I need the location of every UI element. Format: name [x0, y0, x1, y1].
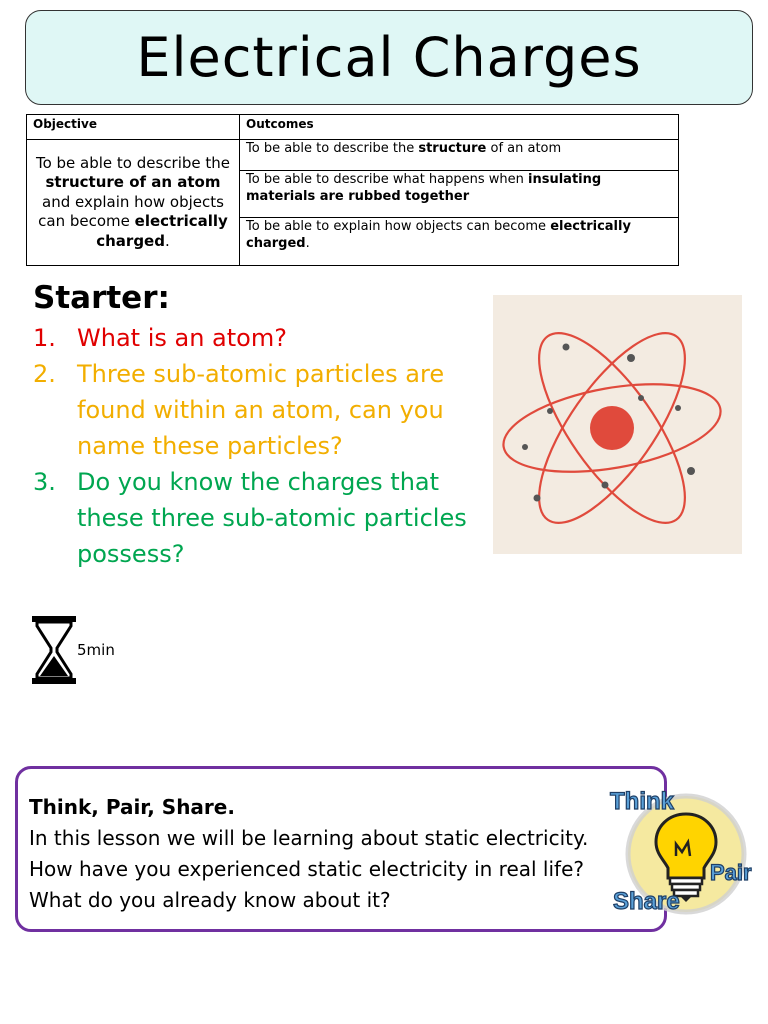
tps-line: What do you already know about it?: [29, 888, 391, 912]
tps-line: How have you experienced static electricity in real life?: [29, 857, 584, 881]
think-pair-share-logo: [606, 782, 764, 920]
table-row: [27, 140, 679, 171]
outcome-bold-text: structure: [418, 141, 487, 156]
page-title: Electrical Charges: [136, 26, 642, 89]
outcome-cell: [240, 218, 679, 266]
title-banner: [25, 10, 753, 105]
outcomes-header: Outcomes: [240, 115, 679, 140]
outcome-bold-text: insulating materials are rubbed together: [246, 172, 602, 204]
tps-heading: Think, Pair, Share.: [29, 795, 235, 819]
question-text: Three sub-atomic particles are found within an atom, can you name these particles?: [77, 360, 445, 460]
question-text: What is an atom?: [77, 324, 287, 352]
share-label: Share: [613, 888, 680, 915]
objective-cell: [27, 140, 240, 266]
pair-label: Pair: [710, 860, 752, 885]
outcome-cell: [240, 140, 679, 171]
outcome-cell: [240, 171, 679, 218]
outcome-text: To be able to describe the: [246, 141, 419, 156]
starter-heading: Starter:: [33, 280, 170, 316]
outcome-text: To be able to explain how objects can become: [246, 219, 551, 234]
outcome-text: .: [305, 236, 310, 251]
objective-text: To be able to describe the: [35, 153, 231, 172]
table-header-row: [27, 115, 679, 140]
objective-bold-text: structure of an atom: [45, 173, 221, 192]
think-pair-share-text: [29, 792, 588, 916]
objective-header: Objective: [27, 115, 240, 140]
outcome-bold-text: electrically charged: [246, 219, 631, 251]
timer-label: 5min: [77, 641, 115, 659]
outcome-text: of an atom: [486, 141, 562, 156]
question-number: 2.: [33, 360, 56, 388]
atom-image: [493, 295, 742, 554]
tps-line: In this lesson we will be learning about static electricity.: [29, 826, 589, 850]
question-number: 1.: [33, 324, 56, 352]
objective-bold-text: electrically charged: [96, 212, 228, 250]
think-label: Think: [610, 788, 674, 815]
objective-text: and explain how objects can become: [38, 192, 224, 231]
question-number: 3.: [33, 468, 56, 496]
objectives-table: [26, 114, 679, 266]
atom-icon: [493, 295, 742, 554]
question-text: Do you know the charges that these three sub-atomic particles possess?: [77, 468, 467, 568]
objective-text: .: [164, 231, 170, 250]
hourglass-icon: [30, 616, 78, 684]
outcome-text: To be able to describe what happens when: [246, 172, 529, 187]
